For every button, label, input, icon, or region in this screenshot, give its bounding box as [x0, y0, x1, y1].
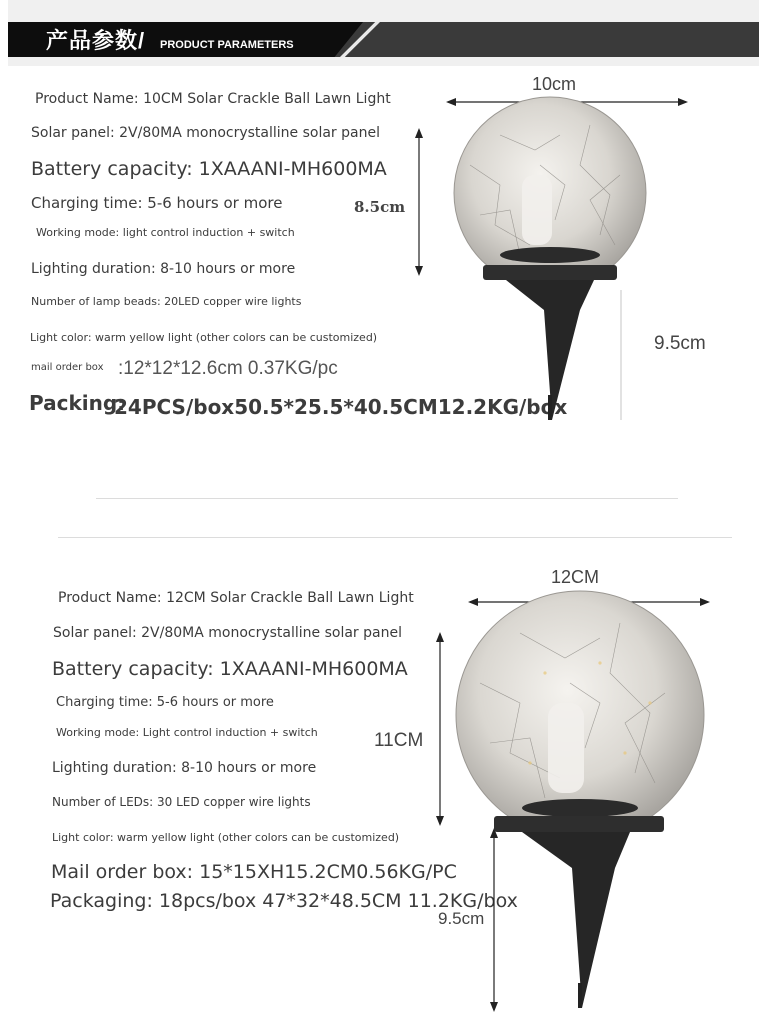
p1-dim-stake: 9.5cm	[654, 333, 706, 354]
p2-solar-panel: Solar panel: 2V/80MA monocrystalline solar panel	[53, 625, 402, 641]
p2-packaging: Packaging: 18pcs/box 47*32*48.5CM 11.2KG/box	[50, 890, 518, 912]
p2-dim-stake: 9.5cm	[438, 909, 485, 928]
header-title-en: PRODUCT PARAMETERS	[160, 39, 294, 51]
p2-dim-width: 12CM	[551, 567, 600, 587]
lamp-1-icon	[440, 105, 670, 425]
p1-solar-panel: Solar panel: 2V/80MA monocrystalline solar panel	[31, 125, 380, 141]
divider-1	[96, 498, 678, 499]
p1-packing-label: Packing:	[29, 391, 126, 415]
p1-dim-width: 10cm	[532, 74, 577, 94]
p1-battery: Battery capacity: 1XAAANI-MH600MA	[31, 158, 387, 180]
p1-lighting: Lighting duration: 8-10 hours or more	[31, 261, 296, 277]
p1-beads: Number of lamp beads: 20LED copper wire lights	[31, 295, 302, 308]
p2-working-mode: Working mode: Light control induction + switch	[56, 726, 318, 739]
p2-light-color: Light color: warm yellow light (other colors can be customized)	[52, 831, 400, 844]
p2-lighting: Lighting duration: 8-10 hours or more	[52, 760, 317, 776]
p2-dim-height: 11CM	[374, 730, 424, 751]
p1-mail-value: :12*12*12.6cm 0.37KG/pc	[118, 358, 338, 379]
p2-mail-box: Mail order box: 15*15XH15.2CM0.56KG/PC	[51, 861, 457, 883]
p2-battery: Battery capacity: 1XAAANI-MH600MA	[52, 658, 408, 680]
p2-leds: Number of LEDs: 30 LED copper wire lights	[52, 795, 311, 809]
p1-packing-value: 24PCS/box50.5*25.5*40.5CM12.2KG/box	[114, 395, 568, 419]
header-title-cn: 产品参数/	[46, 28, 146, 53]
p1-dim-height: 8.5cm	[354, 198, 406, 216]
p1-product-name: Product Name: 10CM Solar Crackle Ball Lawn Light	[35, 91, 391, 107]
p2-charging: Charging time: 5-6 hours or more	[56, 695, 274, 710]
p1-mail-label: mail order box	[31, 362, 104, 373]
p1-charging: Charging time: 5-6 hours or more	[31, 194, 283, 212]
p1-working-mode: Working mode: light control induction + switch	[36, 226, 295, 239]
p1-light-color: Light color: warm yellow light (other colors can be customized)	[30, 331, 378, 344]
p2-product-name: Product Name: 12CM Solar Crackle Ball Lawn Light	[58, 590, 414, 606]
lamp-2-icon	[450, 603, 710, 1013]
divider-2	[58, 537, 732, 538]
